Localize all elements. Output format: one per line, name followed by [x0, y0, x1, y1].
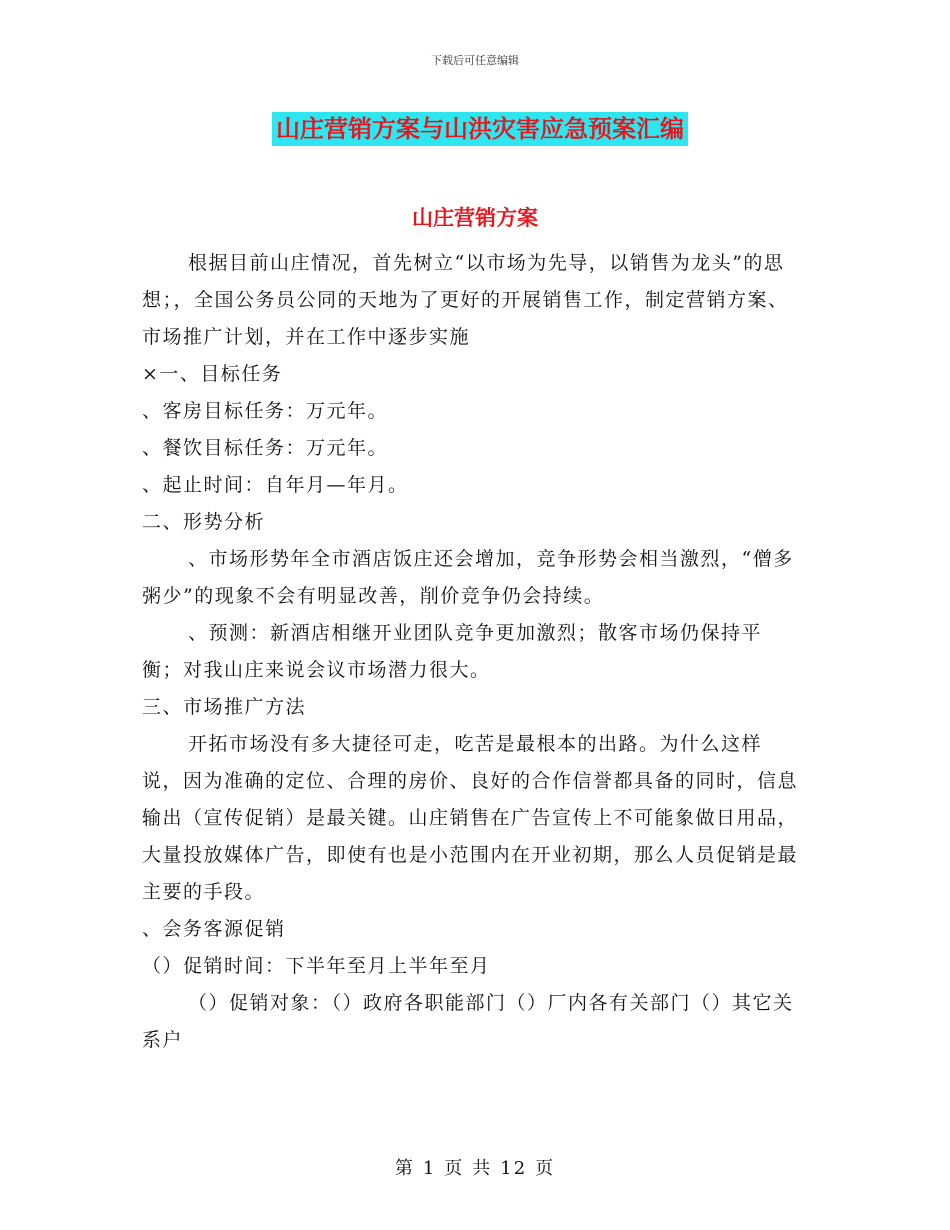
list-item-dining-target: 、餐饮目标任务：万元年。	[142, 437, 389, 459]
footer-total-prefix: 共	[472, 1158, 493, 1179]
list-item-promotion-time: （）促销时间：下半年至月上半年至月	[142, 955, 491, 977]
paragraph-forecast: 、预测：新酒店相继开业团队竞争更加激烈；散客市场仍保持平衡；对我山庄来说会议市场潜力很大。	[142, 622, 763, 681]
page-footer	[0, 1154, 950, 1180]
heading-goals: ×一、目标任务	[142, 363, 283, 385]
list-item-period: 、起止时间：自年月—年月。	[142, 474, 409, 496]
document-body	[142, 245, 802, 1059]
heading-promotion: 三、市场推广方法	[142, 696, 307, 718]
footer-total-pages: 12	[500, 1158, 528, 1179]
footer-page-number: 1	[422, 1158, 437, 1179]
heading-conference-promotion: 、会务客源促销	[142, 918, 286, 940]
list-item-promotion-target: （）促销对象：（）政府各职能部门（）厂内各有关部门（）其它关系户	[142, 992, 794, 1051]
paragraph-market-situation: 、市场形势年全市酒店饭庄还会增加，竞争形势会相当激烈，“僧多粥少”的现象不会有明显改善，削价竞争仍会持续。	[142, 548, 794, 607]
document-title: 山庄营销方案与山洪灾害应急预案汇编	[272, 112, 688, 146]
footer-page-mid: 页	[444, 1158, 465, 1179]
heading-situation: 二、形势分析	[142, 511, 266, 533]
footer-total-suffix: 页	[535, 1158, 556, 1179]
section-title: 山庄营销方案	[412, 206, 538, 230]
list-item-room-target: 、客房目标任务：万元年。	[142, 400, 389, 422]
page-header-note: 下载后可任意编辑	[431, 54, 519, 67]
paragraph-intro: 根据目前山庄情况，首先树立“以市场为先导，以销售为龙头”的思想；，全国公务员公同的天地为了更好的开展销售工作，制定营销方案、市场推广计划，并在工作中逐步实施	[142, 252, 789, 348]
footer-page-prefix: 第	[394, 1158, 415, 1179]
paragraph-promotion-method: 开拓市场没有多大捷径可走，吃苦是最根本的出路。为什么这样说，因为准确的定位、合理的房价、良好的合作信誉都具备的同时，信息输出（宣传促销）是最关键。山庄销售在广告宣传上不可能象做日用品，大量投放媒体广告，即使有也是小范围内在开业初期，那么人员促销是最主要的手段。	[142, 733, 799, 903]
